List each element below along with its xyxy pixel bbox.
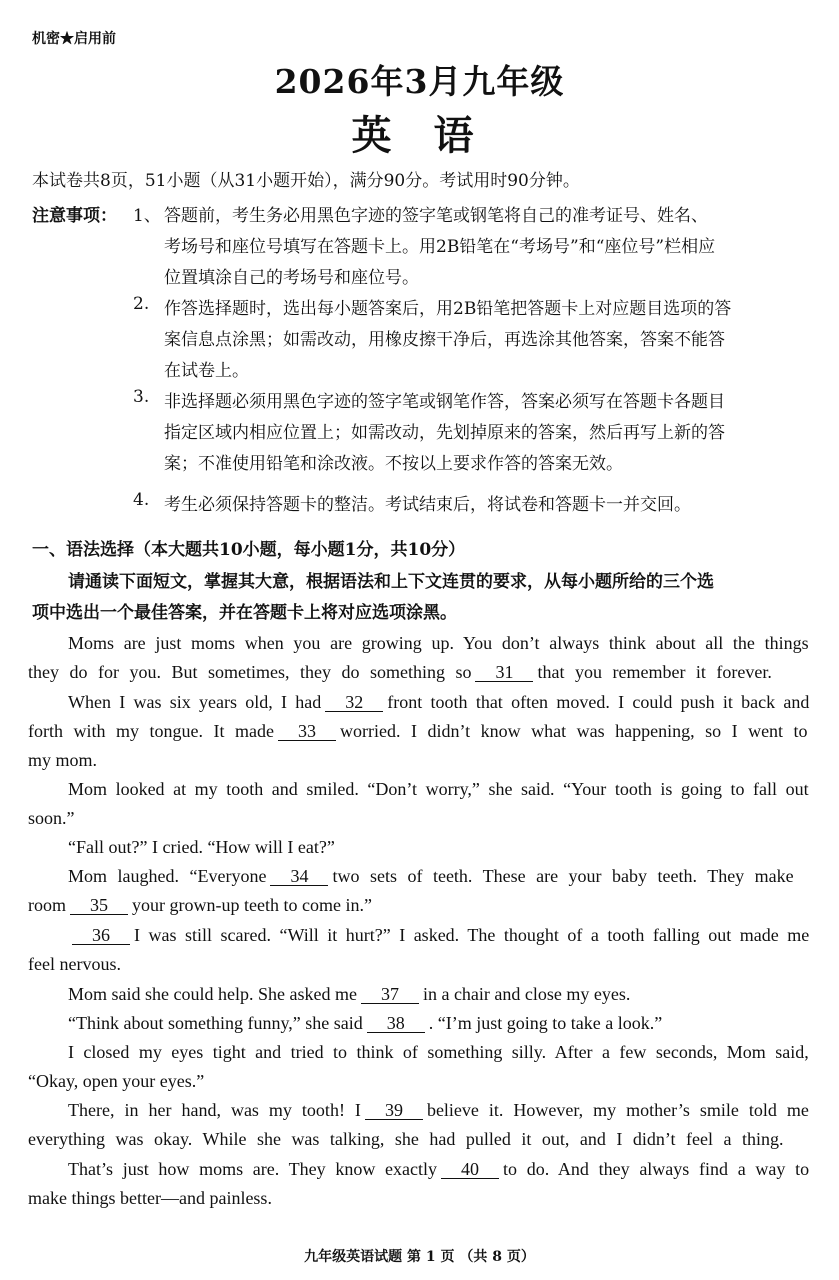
notice-item-line: 在试卷上。 (164, 361, 249, 381)
passage-line (68, 1013, 662, 1034)
passage-text: front tooth that often moved. I could push it back and (387, 692, 810, 712)
notice-item-line: 作答选择题时，选出每小题答案后，用2B铅笔把答题卡上对应题目选项的答 (164, 299, 732, 319)
passage-text: Mom laughed. “Everyone (68, 866, 267, 886)
passage-text: I closed my eyes tight and tried to think of something silly. After a few seconds, Mom said, (68, 1042, 809, 1062)
passage-text: . “I’m just going to take a look.” (428, 1013, 663, 1033)
passage-line (28, 750, 97, 771)
answer-blank-40: 40 (441, 1160, 499, 1179)
answer-blank-32: 32 (325, 693, 383, 712)
passage-text: “Okay, open your eyes.” (28, 1071, 205, 1091)
passage-text: in a chair and close my eyes. (422, 984, 631, 1004)
passage-text: When I was six years old, I had (68, 692, 322, 712)
passage-text: There, in her hand, was my tooth! I (68, 1100, 361, 1120)
passage-line (68, 925, 809, 946)
notice-item-line: 考生必须保持答题卡的整洁。考试结束后，将试卷和答题卡一并交回。 (164, 495, 691, 515)
answer-blank-35: 35 (70, 896, 128, 915)
passage-text: Mom said she could help. She asked me (68, 984, 357, 1004)
passage-line (28, 721, 808, 742)
passage-text: believe it. However, my mother’s smile told me (426, 1100, 809, 1120)
notice-item-line: 指定区域内相应位置上；如需改动，先划掉原来的答案，然后再写上新的答 (164, 423, 725, 443)
exam-title: 2026年3月九年级 (274, 62, 565, 101)
instruction-line: 项中选出一个最佳答案，并在答题卡上将对应选项涂黑。 (32, 603, 457, 623)
answer-blank-38: 38 (367, 1014, 425, 1033)
passage-text: to do. And they always find a way to (503, 1159, 810, 1179)
subject-title: 英 语 (351, 112, 488, 159)
passage-text: I was still scared. “Will it hurt?” I asked. The thought of a tooth falling out made me (134, 925, 810, 945)
passage-text: two sets of teeth. These are your baby teeth. They make (332, 866, 794, 886)
notice-item-line: 非选择题必须用黑色字迹的签字笔或钢笔作答，答案必须写在答题卡各题目 (164, 392, 725, 412)
passage-text: worried. I didn’t know what was happening, so I went to (339, 721, 808, 741)
passage-text: soon.” (28, 808, 75, 828)
notice-item-line: 考场号和座位号填写在答题卡上。用2B铅笔在“考场号”和“座位号”栏相应 (164, 237, 716, 257)
notice-item-number: 4. (133, 490, 150, 510)
passage-line (68, 633, 809, 654)
passage-text: Moms are just moms when you are growing up. You don’t always think about all the things (68, 633, 809, 653)
passage-text: room (28, 895, 66, 915)
answer-blank-39: 39 (365, 1101, 423, 1120)
instruction-line: 请通读下面短文，掌握其大意，根据语法和上下文连贯的要求，从每小题所给的三个选 (68, 572, 714, 592)
passage-line (28, 954, 121, 975)
passage-line (68, 984, 630, 1005)
passage-text: they do for you. But sometimes, they do something so (28, 662, 472, 682)
passage-line (68, 866, 794, 887)
passage-text: make things better—and painless. (28, 1188, 272, 1208)
passage-text: Mom looked at my tooth and smiled. “Don’t worry,” she said. “Your tooth is going to fall out (68, 779, 809, 799)
passage-text: feel nervous. (28, 954, 121, 974)
notice-item-number: 2. (133, 294, 150, 314)
passage-text: my mom. (28, 750, 98, 770)
notice-item-line: 案信息点涂黑；如需改动，用橡皮擦干净后，再选涂其他答案，答案不能答 (164, 330, 725, 350)
passage-line (28, 895, 372, 916)
passage-text: everything was okay. While she was talking, she had pulled it out, and I didn’t feel a thing. (28, 1129, 784, 1149)
notice-item-number: 3. (133, 387, 150, 407)
notice-item-number: 1、 (133, 206, 161, 226)
confidential-label: 机密★启用前 (32, 31, 116, 47)
answer-blank-37: 37 (361, 985, 419, 1004)
passage-line (68, 779, 809, 800)
notice-item-line: 位置填涂自己的考场号和座位号。 (164, 268, 419, 288)
passage-text: that you remember it forever. (537, 662, 772, 682)
passage-line (28, 1188, 272, 1209)
answer-blank-34: 34 (270, 867, 328, 886)
exam-intro: 本试卷共8页，51小题（从31小题开始），满分90分。考试用时90分钟。 (32, 171, 580, 191)
notice-label: 注意事项： (32, 206, 117, 226)
passage-line (68, 837, 335, 858)
notice-item-line: 答题前，考生务必用黑色字迹的签字笔或钢笔将自己的准考证号、姓名、 (164, 206, 708, 226)
section-heading: 一、语法选择（本大题共10小题，每小题1分，共10分） (32, 540, 466, 560)
passage-line (68, 1159, 809, 1180)
passage-text: That’s just how moms are. They know exactly (68, 1159, 438, 1179)
answer-blank-31: 31 (475, 663, 533, 682)
passage-text: forth with my tongue. It made (28, 721, 274, 741)
passage-text: “Fall out?” I cried. “How will I eat?” (68, 837, 335, 857)
page-footer: 九年级英语试题 第 1 页 （共 8 页） (304, 1249, 535, 1265)
passage-line (28, 662, 772, 683)
passage-line (68, 1042, 809, 1063)
passage-line (68, 692, 809, 713)
passage-line (28, 1071, 204, 1092)
passage-line (28, 808, 75, 829)
answer-blank-33: 33 (278, 722, 336, 741)
passage-text: “Think about something funny,” she said (68, 1013, 363, 1033)
answer-blank-36: 36 (72, 926, 130, 945)
passage-line (28, 1129, 784, 1150)
passage-text: your grown-up teeth to come in.” (132, 895, 372, 915)
passage-line (68, 1100, 809, 1121)
notice-item-line: 案；不准使用铅笔和涂改液。不按以上要求作答的答案无效。 (164, 454, 623, 474)
